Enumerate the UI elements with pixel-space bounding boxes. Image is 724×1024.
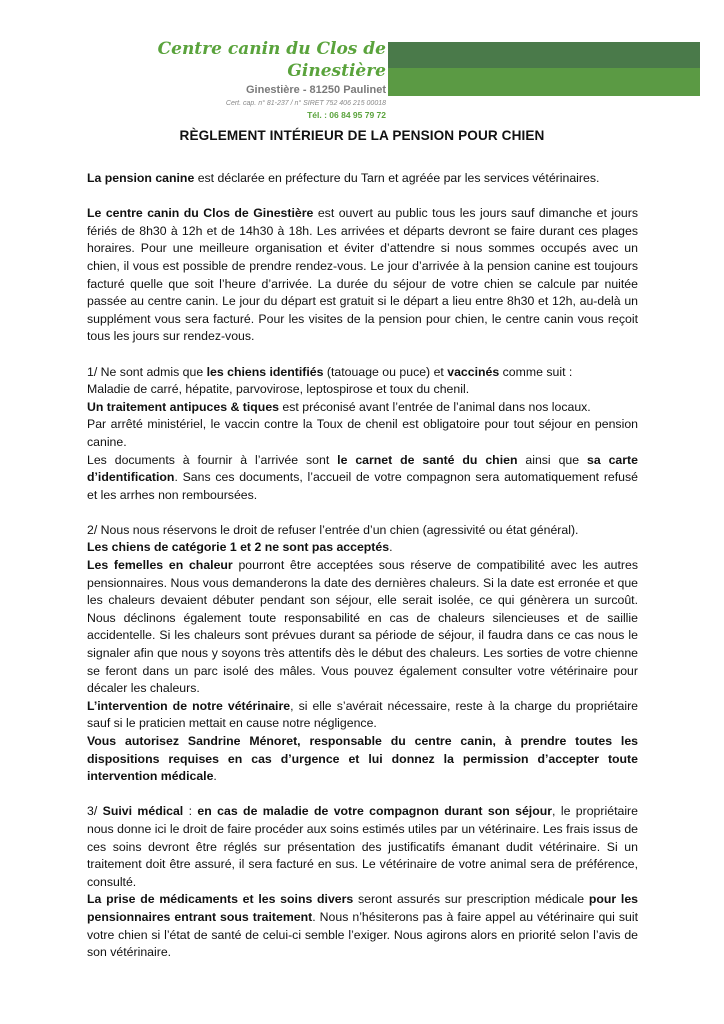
bold-text: Le centre canin du Clos de Ginestière <box>87 206 314 221</box>
section-2-line-3 <box>87 557 638 698</box>
page-title: RÈGLEMENT INTÉRIEUR DE LA PENSION POUR CHIEN <box>179 128 545 143</box>
paragraph-intro <box>87 170 638 188</box>
text: comme suit : <box>499 364 573 379</box>
brand-address: Ginestière - 81250 Paulinet <box>245 84 386 96</box>
bold-text: sa carte d’identification <box>87 452 638 485</box>
paragraph-hours <box>87 205 638 346</box>
section-2-line-2 <box>87 539 638 557</box>
brand-certification: Cert. cap. n° 81-237 / n° SIRET 752 406 215 00018 <box>225 100 386 107</box>
text: Les documents à fournir à l’arrivée sont <box>87 452 338 467</box>
bold-text: Suivi médical <box>102 804 184 819</box>
header-band-light <box>388 68 700 96</box>
text: , si elle s’avérait nécessaire, reste à la charge du propriétaire sauf si le praticien mettait en cause notre négligence. <box>87 698 638 731</box>
brand-phone: Tél. : 06 84 95 79 72 <box>307 110 386 120</box>
text: : <box>183 804 198 819</box>
section-2-line-1: 2/ Nous nous réservons le droit de refuser l’entrée d’un chien (agressivité ou état général). <box>87 522 579 537</box>
section-3-line-1 <box>87 803 638 891</box>
bold-text: Les chiens de catégorie 1 et 2 ne sont pas acceptés <box>87 540 390 555</box>
text: . Sans ces documents, l’accueil de votre compagnon sera automatiquement refusé et les arrhes non remboursées. <box>87 470 638 502</box>
bold-text: Les femelles en chaleur <box>87 558 233 573</box>
brand-name: Centre canin du Clos de Ginestière <box>157 39 386 81</box>
bold-text: Vous autorisez Sandrine Ménoret, responsable du centre canin, à prendre toutes les dispositions requises en cas d’urgence et lui donnez la permission d’accepter toute intervention médicale <box>87 734 638 784</box>
text: 1/ Ne sont admis que <box>87 364 207 379</box>
bold-text: La pension canine <box>87 171 195 185</box>
bold-text: La prise de médicaments et les soins divers <box>87 892 354 907</box>
bold-text: le carnet de santé du chien <box>337 452 518 467</box>
section-1-line-2: Maladie de carré, hépatite, parvovirose, leptospirose et toux du chenil. <box>87 382 470 397</box>
section-1-line-5 <box>87 452 638 505</box>
section-2-line-4 <box>87 698 638 733</box>
text: . <box>213 769 217 784</box>
section-1-line-4: Par arrêté ministériel, le vaccin contre la Toux de chenil est obligatoire pour tout séjour en pension canine. <box>87 417 638 449</box>
text: est ouvert au public tous les jours sauf dimanche et jours fériés de 8h30 à 12h et de 14h30 à 18h. Les arrivées et départs devront se faire durant ces plages horaires. Pour une meilleure organisation et éviter d’attendre si nous sommes occupés avec un chien, il vous est possible de prendre rendez-vous. Le jour d’arrivée à la pension canine est toujours facturé quelle que soit l’heure d’arrivée. La durée du séjour de votre chien se calcule par nuitée passée au centre canin. Le jour du départ est gratuit si le départ a lieu entre 8h30 et 12h, au-delà un supplément vous sera facturé. Pour les visites de la pension pour chien, le centre canin vous reçoit tous les jours sur rendez-vous. <box>87 206 638 344</box>
text: . <box>389 540 393 555</box>
bold-text: les chiens identifiés <box>206 364 324 379</box>
text: pourront être acceptées sous réserve de compatibilité avec les autres pensionnaires. Nous vous demanderons la date des dernières chaleurs. Si la date est erronée et que les chaleurs devaient débuter pendant son séjour, elle serait isolée, ce qui génèrera un surcoût. Nous déclinons également toute responsabilité en cas de chaleurs silencieuses et de saillie accidentelle. Si les chaleurs sont prévues durant sa période de séjour, il faudra dans ce cas nous le signaler afin que nous y soyons très attentifs dès le début des chaleurs. Les sorties de votre chienne se feront dans un parc isolé des mâles. Vous pouvez également consulter votre vétérinaire pour décaler les chaleurs. <box>87 558 639 696</box>
section-2-line-5 <box>87 733 638 786</box>
bold-text: Un traitement antipuces & tiques <box>87 399 280 414</box>
text: 3/ <box>87 804 103 819</box>
section-3-line-2 <box>87 891 638 961</box>
document-body <box>87 170 638 962</box>
section-1-line-1 <box>87 364 638 382</box>
text: (tatouage ou puce) et <box>323 364 448 379</box>
header-band-dark <box>388 42 700 68</box>
text: seront assurés sur prescription médicale <box>353 892 589 907</box>
text: ainsi que <box>517 452 587 467</box>
letterhead <box>100 38 386 122</box>
bold-text: en cas de maladie de votre compagnon durant son séjour <box>197 804 553 819</box>
section-1-line-3 <box>87 399 638 417</box>
bold-text: vaccinés <box>447 364 500 379</box>
bold-text: L’intervention de notre vétérinaire <box>87 698 291 713</box>
text: , le propriétaire nous donne ici le droit de faire procéder aux soins estimés utiles par un vétérinaire. Les frais issus de ces soins devront être réglés sur présentation des justificatifs émanant dudit vétérinaire. Si un traitement doit être assuré, il sera facturé en sus. Le vétérinaire de votre animal sera de préférence, consulté. <box>87 804 638 889</box>
text: . Nous n’hésiterons pas à faire appel au vétérinaire qui suit votre chien si l’état de santé de celui-ci semble l’exiger. Nous agirons alors en priorité selon l’avis de son vétérinaire. <box>87 909 639 960</box>
text: est préconisé avant l’entrée de l’animal dans nos locaux. <box>279 399 591 414</box>
text: est déclarée en préfecture du Tarn et agréée par les services vétérinaires. <box>194 171 600 185</box>
bold-text: pour les pensionnaires entrant sous traitement <box>87 892 639 924</box>
